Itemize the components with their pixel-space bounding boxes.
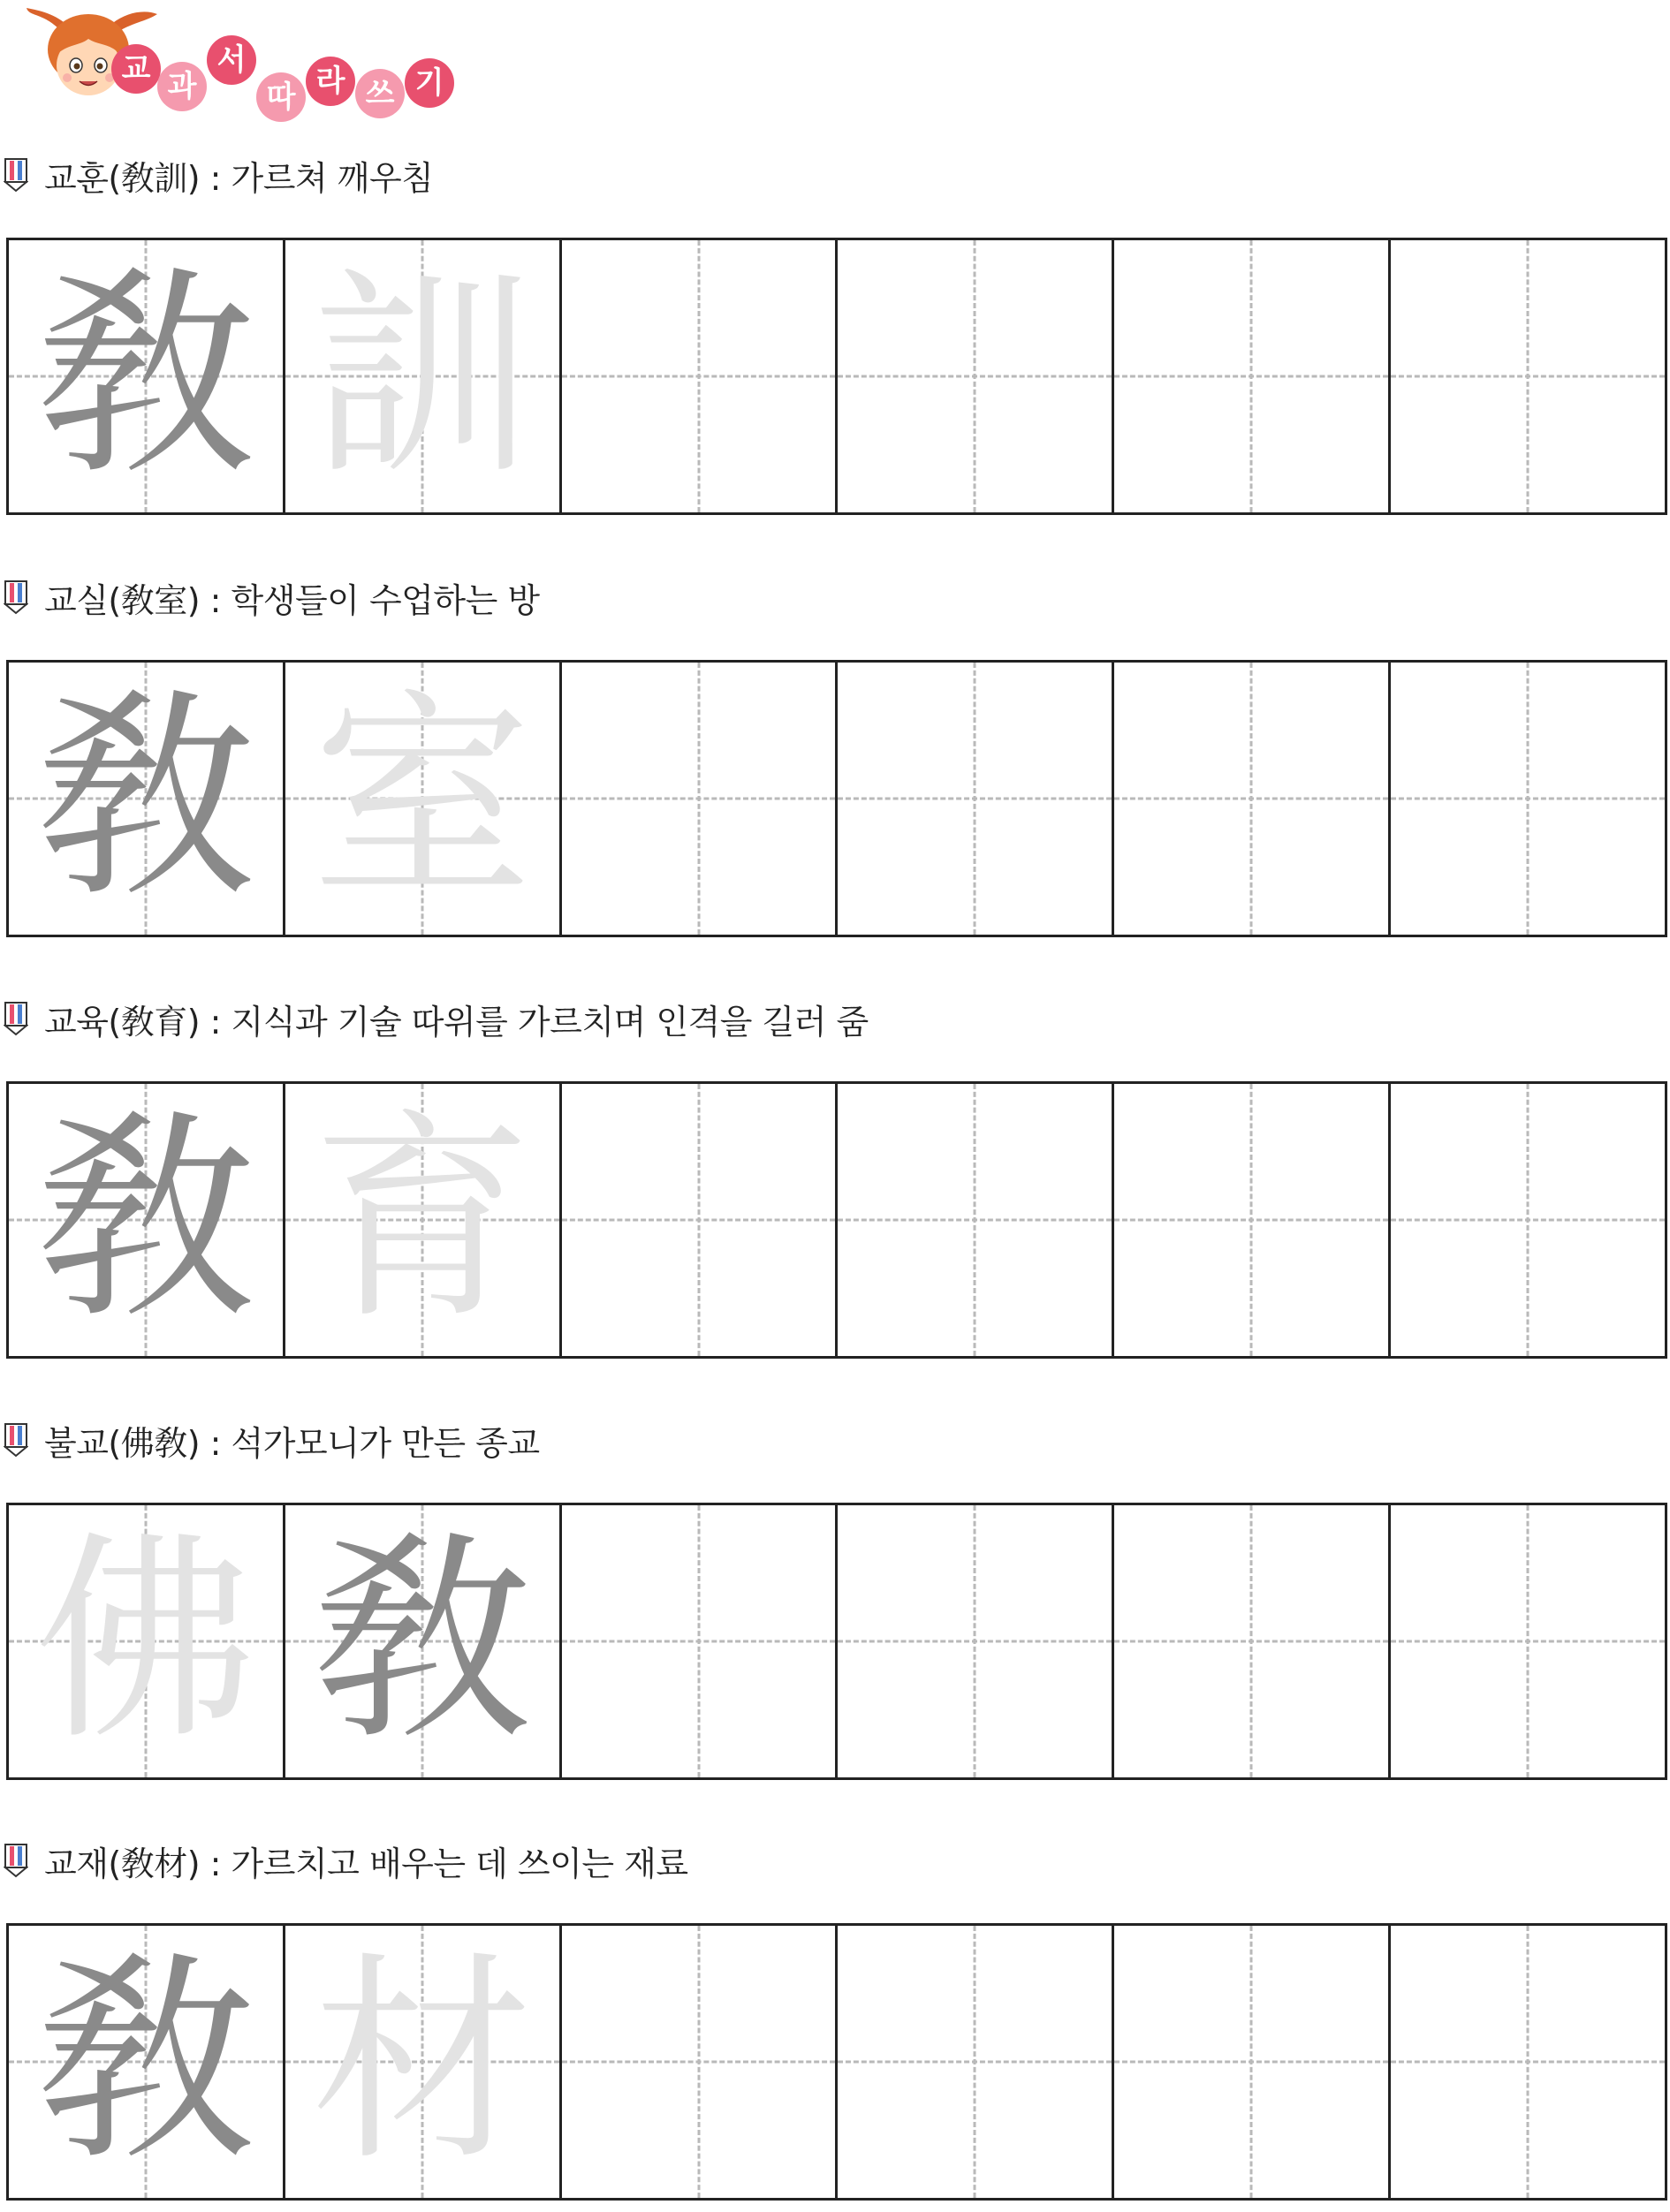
writing-grid bbox=[6, 1503, 1667, 1780]
logo-letter: 교 bbox=[111, 44, 161, 94]
blank-cell[interactable] bbox=[1391, 1505, 1665, 1777]
trace-character: 育 bbox=[311, 1091, 533, 1348]
trace-character: 敎 bbox=[34, 1091, 256, 1348]
trace-cell[interactable] bbox=[9, 663, 285, 935]
pencil-icon bbox=[4, 580, 28, 615]
section-heading bbox=[4, 1838, 688, 1882]
section-heading bbox=[4, 996, 869, 1041]
section-heading bbox=[4, 575, 540, 619]
trace-character: 材 bbox=[311, 1933, 533, 2190]
logo bbox=[25, 4, 484, 118]
blank-cell[interactable] bbox=[1391, 1926, 1665, 2198]
blank-cell[interactable] bbox=[1114, 1084, 1391, 1356]
blank-cell[interactable] bbox=[838, 1505, 1114, 1777]
blank-cell[interactable] bbox=[1114, 1926, 1391, 2198]
blank-cell[interactable] bbox=[1114, 1505, 1391, 1777]
trace-cell[interactable] bbox=[285, 240, 562, 512]
writing-grid bbox=[6, 660, 1667, 937]
heading-text: 교실(敎室) : 학생들이 수업하는 방 bbox=[44, 580, 540, 620]
writing-grid bbox=[6, 238, 1667, 515]
pencil-icon bbox=[4, 1843, 28, 1878]
trace-cell[interactable] bbox=[9, 1926, 285, 2198]
trace-character: 佛 bbox=[34, 1512, 256, 1769]
blank-cell[interactable] bbox=[838, 240, 1114, 512]
trace-character: 敎 bbox=[311, 1512, 533, 1769]
heading-text: 교육(敎育) : 지식과 기술 따위를 가르치며 인격을 길러 줌 bbox=[44, 1002, 869, 1042]
trace-cell[interactable] bbox=[285, 1084, 562, 1356]
pencil-icon bbox=[4, 157, 28, 193]
trace-cell[interactable] bbox=[9, 1084, 285, 1356]
blank-cell[interactable] bbox=[838, 663, 1114, 935]
blank-cell[interactable] bbox=[1114, 240, 1391, 512]
pencil-icon bbox=[4, 1422, 28, 1458]
blank-cell[interactable] bbox=[562, 1084, 839, 1356]
logo-letter: 과 bbox=[157, 62, 207, 111]
blank-cell[interactable] bbox=[1391, 240, 1665, 512]
logo-letter: 따 bbox=[256, 72, 306, 122]
blank-cell[interactable] bbox=[1114, 663, 1391, 935]
heading-text: 교재(敎材) : 가르치고 배우는 데 쓰이는 재료 bbox=[44, 1844, 688, 1883]
trace-cell[interactable] bbox=[285, 1505, 562, 1777]
writing-grid bbox=[6, 1081, 1667, 1359]
blank-cell[interactable] bbox=[562, 1505, 839, 1777]
logo-letter: 쓰 bbox=[355, 69, 405, 118]
trace-cell[interactable] bbox=[285, 1926, 562, 2198]
pencil-icon bbox=[4, 1001, 28, 1036]
logo-letter: 라 bbox=[306, 57, 355, 106]
section-heading bbox=[4, 153, 433, 197]
section-heading bbox=[4, 1418, 540, 1462]
logo-letter: 기 bbox=[405, 58, 454, 108]
writing-grid bbox=[6, 1923, 1667, 2201]
trace-cell[interactable] bbox=[285, 663, 562, 935]
blank-cell[interactable] bbox=[562, 1926, 839, 2198]
trace-cell[interactable] bbox=[9, 240, 285, 512]
logo-letter: 서 bbox=[207, 35, 256, 85]
heading-text: 교훈(敎訓) : 가르쳐 깨우침 bbox=[44, 158, 434, 198]
trace-character: 敎 bbox=[34, 1933, 256, 2190]
blank-cell[interactable] bbox=[1391, 663, 1665, 935]
blank-cell[interactable] bbox=[838, 1926, 1114, 2198]
trace-character: 敎 bbox=[34, 670, 256, 927]
blank-cell[interactable] bbox=[1391, 1084, 1665, 1356]
blank-cell[interactable] bbox=[562, 240, 839, 512]
blank-cell[interactable] bbox=[562, 663, 839, 935]
blank-cell[interactable] bbox=[838, 1084, 1114, 1356]
trace-cell[interactable] bbox=[9, 1505, 285, 1777]
heading-text: 불교(佛敎) : 석가모니가 만든 종교 bbox=[44, 1423, 540, 1463]
trace-character: 敎 bbox=[34, 247, 256, 504]
trace-character: 訓 bbox=[311, 247, 533, 504]
trace-character: 室 bbox=[311, 670, 533, 927]
